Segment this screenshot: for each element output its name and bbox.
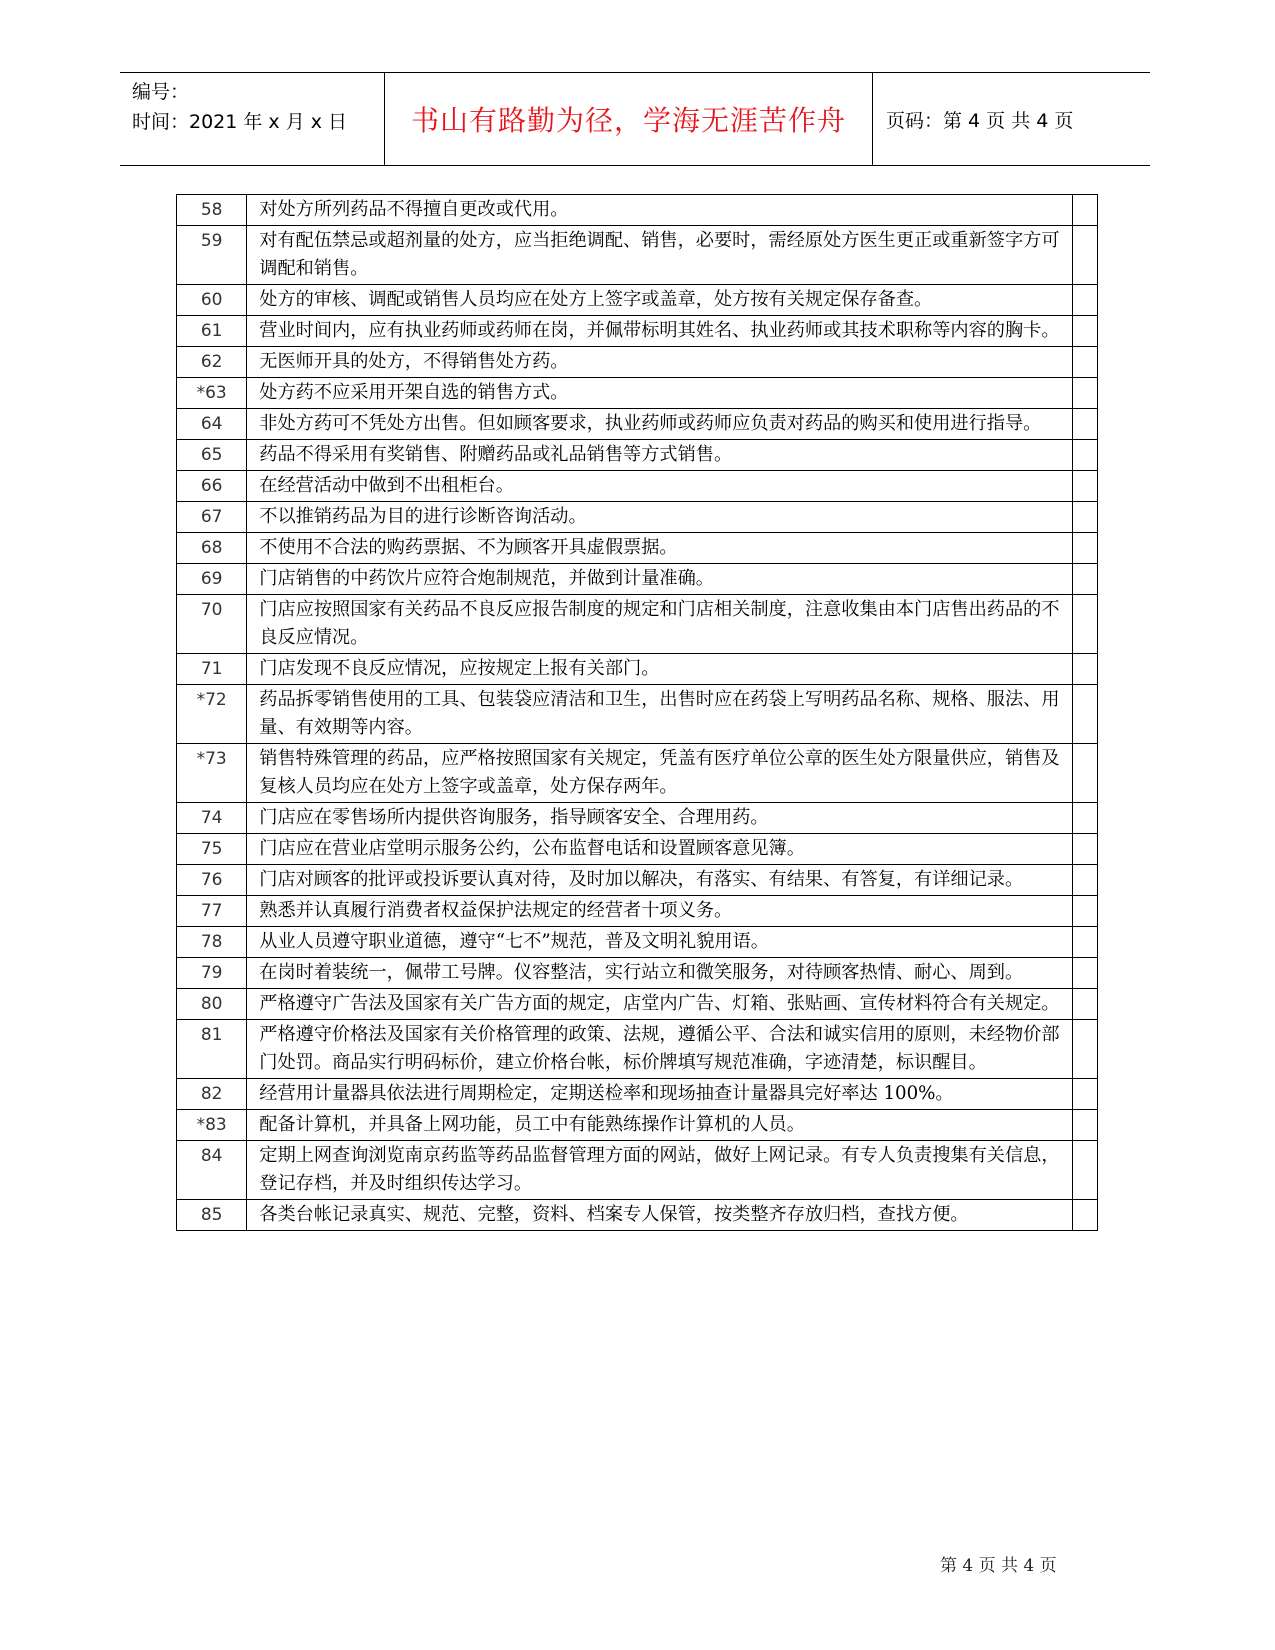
item-text: 不以推销药品为目的进行诊断咨询活动。 — [247, 502, 1073, 533]
table-row — [177, 685, 1098, 744]
item-number: 62 — [177, 347, 247, 378]
table-row — [177, 195, 1098, 226]
item-number: 78 — [177, 927, 247, 958]
item-number: 67 — [177, 502, 247, 533]
check-cell — [1072, 502, 1097, 533]
item-text: 非处方药可不凭处方出售。但如顾客要求，执业药师或药师应负责对药品的购买和使用进行指导。 — [247, 409, 1073, 440]
table-row — [177, 1079, 1098, 1110]
table-row — [177, 502, 1098, 533]
check-cell — [1072, 378, 1097, 409]
header-motto: 书山有路勤为径，学海无涯苦作舟 — [410, 104, 846, 137]
item-number: 81 — [177, 1020, 247, 1079]
item-text: 对有配伍禁忌或超剂量的处方，应当拒绝调配、销售，必要时，需经原处方医生更正或重新签字方可调配和销售。 — [247, 226, 1073, 285]
item-text: 无医师开具的处方，不得销售处方药。 — [247, 347, 1073, 378]
item-text: 门店对顾客的批评或投诉要认真对待，及时加以解决，有落实、有结果、有答复，有详细记录。 — [247, 865, 1073, 896]
header-page-number: 页码：第 4 页 共 4 页 — [886, 109, 1074, 132]
item-number: 85 — [177, 1200, 247, 1231]
item-number: 80 — [177, 989, 247, 1020]
item-number: 76 — [177, 865, 247, 896]
item-text: 经营用计量器具依法进行周期检定，定期送检率和现场抽查计量器具完好率达 100%。 — [247, 1079, 1073, 1110]
check-cell — [1072, 654, 1097, 685]
item-text: 从业人员遵守职业道德，遵守“七不”规范，普及文明礼貌用语。 — [247, 927, 1073, 958]
table-row — [177, 226, 1098, 285]
table-row — [177, 1200, 1098, 1231]
item-text: 严格遵守价格法及国家有关价格管理的政策、法规，遵循公平、合法和诚实信用的原则，未经物价部门处罚。商品实行明码标价，建立价格台帐，标价牌填写规范准确，字迹清楚，标识醒目。 — [247, 1020, 1073, 1079]
item-number: 75 — [177, 834, 247, 865]
table-row — [177, 989, 1098, 1020]
item-number: 65 — [177, 440, 247, 471]
table-row — [177, 285, 1098, 316]
item-text: 配备计算机，并具备上网功能，员工中有能熟练操作计算机的人员。 — [247, 1110, 1073, 1141]
check-cell — [1072, 316, 1097, 347]
table-row — [177, 927, 1098, 958]
table-row — [177, 564, 1098, 595]
item-number: 69 — [177, 564, 247, 595]
check-cell — [1072, 226, 1097, 285]
item-number: *63 — [177, 378, 247, 409]
check-cell — [1072, 1110, 1097, 1141]
header-divider — [872, 73, 873, 165]
item-text: 门店发现不良反应情况，应按规定上报有关部门。 — [247, 654, 1073, 685]
check-cell — [1072, 685, 1097, 744]
item-number: 59 — [177, 226, 247, 285]
item-text: 对处方所列药品不得擅自更改或代用。 — [247, 195, 1073, 226]
item-number: 74 — [177, 803, 247, 834]
check-cell — [1072, 533, 1097, 564]
check-cell — [1072, 744, 1097, 803]
table-row — [177, 409, 1098, 440]
table-row — [177, 471, 1098, 502]
table-row — [177, 440, 1098, 471]
table-row — [177, 316, 1098, 347]
checklist-table — [176, 194, 1098, 1231]
item-text: 处方的审核、调配或销售人员均应在处方上签字或盖章，处方按有关规定保存备查。 — [247, 285, 1073, 316]
check-cell — [1072, 347, 1097, 378]
item-number: 58 — [177, 195, 247, 226]
item-text: 销售特殊管理的药品，应严格按照国家有关规定，凭盖有医疗单位公章的医生处方限量供应，销售及复核人员均应在处方上签字或盖章，处方保存两年。 — [247, 744, 1073, 803]
check-cell — [1072, 1200, 1097, 1231]
check-cell — [1072, 1020, 1097, 1079]
item-number: 68 — [177, 533, 247, 564]
check-cell — [1072, 471, 1097, 502]
check-cell — [1072, 1141, 1097, 1200]
check-cell — [1072, 958, 1097, 989]
table-row — [177, 1020, 1098, 1079]
item-number: 77 — [177, 896, 247, 927]
item-number: 64 — [177, 409, 247, 440]
check-cell — [1072, 1079, 1097, 1110]
table-row — [177, 803, 1098, 834]
check-cell — [1072, 834, 1097, 865]
item-text: 门店应按照国家有关药品不良反应报告制度的规定和门店相关制度，注意收集由本门店售出药品的不良反应情况。 — [247, 595, 1073, 654]
check-cell — [1072, 440, 1097, 471]
item-text: 定期上网查询浏览南京药监等药品监督管理方面的网站，做好上网记录。有专人负责搜集有关信息，登记存档，并及时组织传达学习。 — [247, 1141, 1073, 1200]
table-row — [177, 744, 1098, 803]
item-number: 70 — [177, 595, 247, 654]
check-cell — [1072, 865, 1097, 896]
footer-page-number: 第 4 页 共 4 页 — [940, 1556, 1057, 1576]
item-number: 71 — [177, 654, 247, 685]
item-text: 各类台帐记录真实、规范、完整，资料、档案专人保管，按类整齐存放归档，查找方便。 — [247, 1200, 1073, 1231]
item-text: 门店应在营业店堂明示服务公约，公布监督电话和设置顾客意见簿。 — [247, 834, 1073, 865]
item-text: 门店应在零售场所内提供咨询服务，指导顾客安全、合理用药。 — [247, 803, 1073, 834]
table-row — [177, 347, 1098, 378]
item-number: *73 — [177, 744, 247, 803]
item-number: 79 — [177, 958, 247, 989]
table-row — [177, 595, 1098, 654]
checklist-body — [177, 195, 1098, 1231]
check-cell — [1072, 409, 1097, 440]
check-cell — [1072, 927, 1097, 958]
item-number: *72 — [177, 685, 247, 744]
item-text: 不使用不合法的购药票据、不为顾客开具虚假票据。 — [247, 533, 1073, 564]
table-row — [177, 896, 1098, 927]
table-row — [177, 533, 1098, 564]
table-row — [177, 378, 1098, 409]
serial-label: 编号： — [132, 81, 190, 103]
check-cell — [1072, 564, 1097, 595]
table-row — [177, 1141, 1098, 1200]
item-number: 84 — [177, 1141, 247, 1200]
item-text: 严格遵守广告法及国家有关广告方面的规定，店堂内广告、灯箱、张贴画、宣传材料符合有关规定。 — [247, 989, 1073, 1020]
table-row — [177, 654, 1098, 685]
item-text: 熟悉并认真履行消费者权益保护法规定的经营者十项义务。 — [247, 896, 1073, 927]
item-text: 在岗时着装统一，佩带工号牌。仪容整洁，实行站立和微笑服务，对待顾客热情、耐心、周到。 — [247, 958, 1073, 989]
check-cell — [1072, 803, 1097, 834]
item-number: 82 — [177, 1079, 247, 1110]
table-row — [177, 834, 1098, 865]
page-header — [120, 72, 1150, 166]
item-number: 60 — [177, 285, 247, 316]
check-cell — [1072, 285, 1097, 316]
table-row — [177, 865, 1098, 896]
item-number: *83 — [177, 1110, 247, 1141]
time-label: 时间：2021 年 x 月 x 日 — [132, 111, 348, 133]
item-text: 门店销售的中药饮片应符合炮制规范，并做到计量准确。 — [247, 564, 1073, 595]
table-row — [177, 1110, 1098, 1141]
header-info — [132, 77, 372, 137]
table-row — [177, 958, 1098, 989]
item-text: 药品不得采用有奖销售、附赠药品或礼品销售等方式销售。 — [247, 440, 1073, 471]
item-text: 药品拆零销售使用的工具、包装袋应清洁和卫生，出售时应在药袋上写明药品名称、规格、服法、用量、有效期等内容。 — [247, 685, 1073, 744]
item-text: 营业时间内，应有执业药师或药师在岗，并佩带标明其姓名、执业药师或其技术职称等内容的胸卡。 — [247, 316, 1073, 347]
item-text: 处方药不应采用开架自选的销售方式。 — [247, 378, 1073, 409]
item-number: 61 — [177, 316, 247, 347]
item-number: 66 — [177, 471, 247, 502]
check-cell — [1072, 989, 1097, 1020]
check-cell — [1072, 195, 1097, 226]
item-text: 在经营活动中做到不出租柜台。 — [247, 471, 1073, 502]
check-cell — [1072, 595, 1097, 654]
check-cell — [1072, 896, 1097, 927]
